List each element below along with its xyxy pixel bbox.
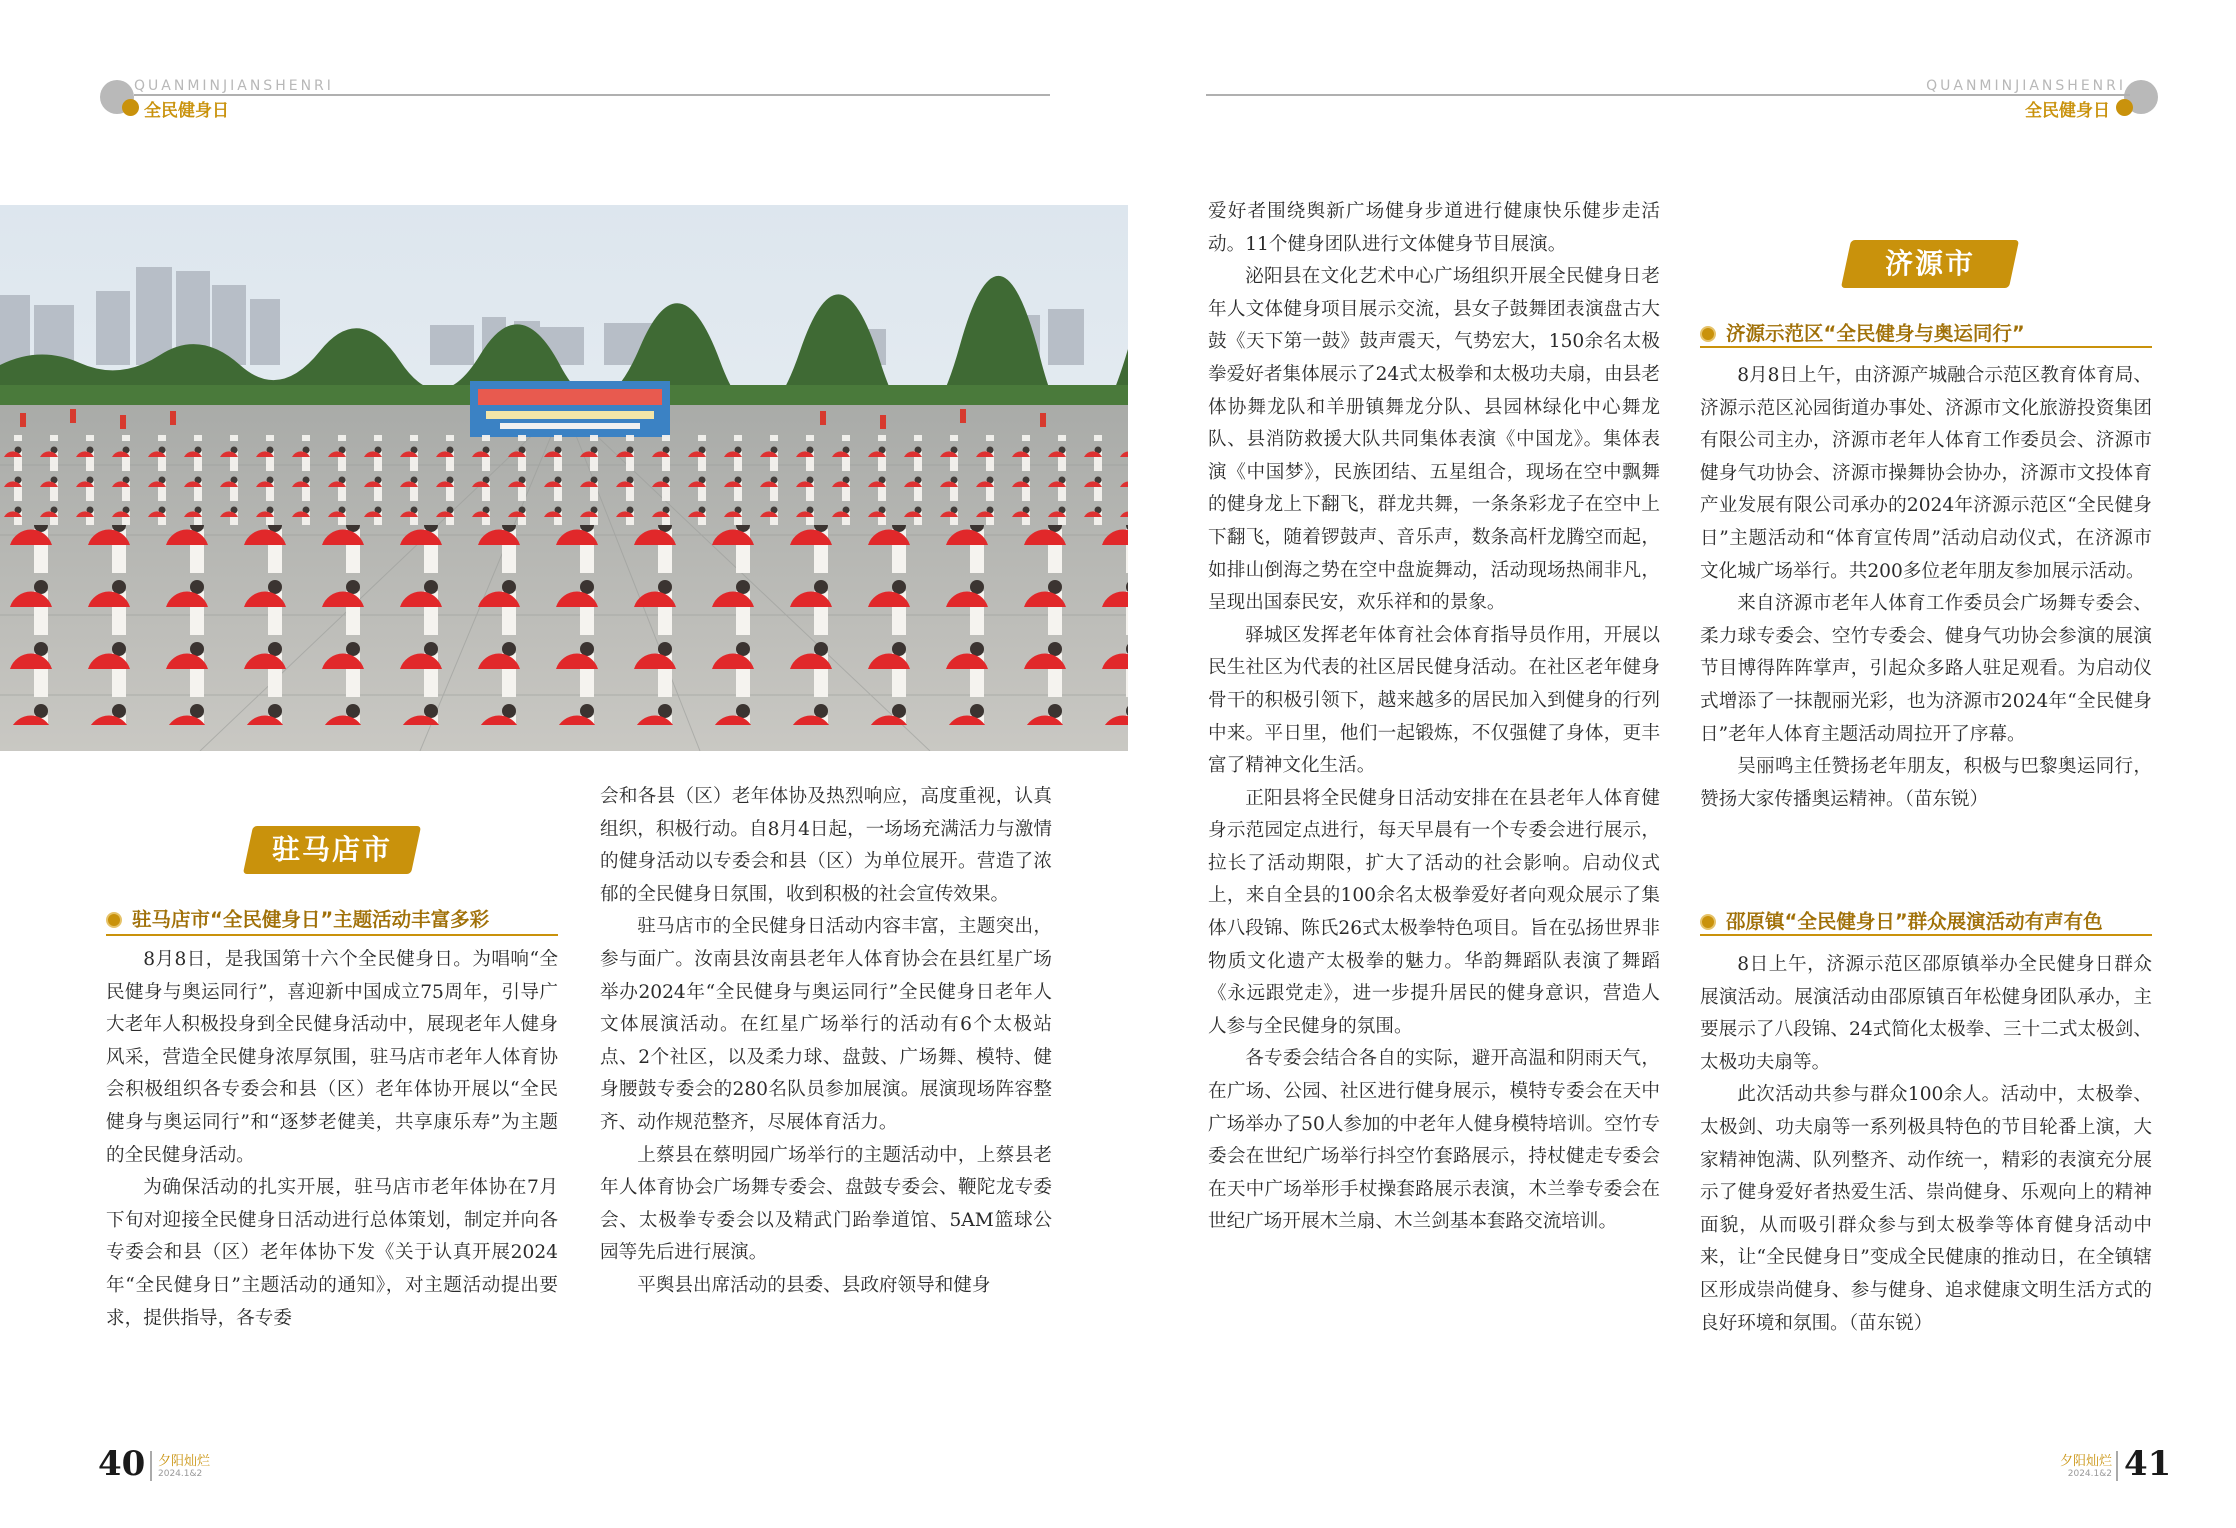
paragraph: 驿城区发挥老年体育社会体育指导员作用，开展以民生社区为代表的社区居民健身活动。在社区老年健身骨干的积极引领下，越来越多的居民加入到健身的行列中来。平日里，他们一起锻炼，不仅强健了身体，更丰富了精神文化生活。 [1208,624,1660,777]
section-underline [1700,346,2152,348]
article-column-2 [600,781,1052,1303]
paragraph: 驻马店市的全民健身日活动内容丰富，主题突出，参与面广。汝南县汝南县老年人体育协会在县红星广场举办2024年“全民健身与奥运同行”全民健身日老年人文体展演活动。在红星广场举行的活动有6个太极站点、2个社区，以及柔力球、盘鼓、广场舞、模特、健身腰鼓专委会的280名队员参加展演。展演现场阵容整齐、动作规范整齐，尽展体育活力。 [600,916,1052,1133]
fan-dance-photo [0,205,1128,751]
paragraph: 8日上午，济源示范区邵原镇举办全民健身日群众展演活动。展演活动由邵原镇百年松健身团队承办，主要展示了八段锦、24式简化太极拳、三十二式太极剑、太极功夫扇等。 [1700,954,2152,1073]
section-heading-shaoyuan [1700,906,2103,934]
paragraph: 泌阳县在文化艺术中心广场组织开展全民健身日老年人文体健身项目展示交流，县女子鼓舞团表演盘古大鼓《天下第一鼓》鼓声震天，气势宏大，150余名太极拳爱好者集体展示了24式太极拳和太极功夫扇，由县老体协舞龙队和羊册镇舞龙分队、县园林绿化中心舞龙队、县消防救援大队共同集体表演《中国龙》。集体表演《中国梦》，民族团结、五星组合，现场在空中飘舞的健身龙上下翻飞，群龙共舞，一条条彩龙子在空中上下翻飞，随着锣鼓声、音乐声，数条高杆龙腾空而起，如排山倒海之势在空中盘旋舞动，活动现场热闹非凡，呈现出国泰民安，欢乐祥和的景象。 [1208,266,1660,614]
magazine-name-left: 夕阳灿烂 [158,1454,211,1469]
paragraph: 8月8日上午，由济源产城融合示范区教育体育局、济源示范区沁园街道办事处、济源市文化旅游投资集团有限公司主办，济源市老年人体育工作委员会、济源市健身气功协会、济源市操舞协会协办，济源市文投体育产业发展有限公司承办的2024年济源示范区“全民健身日”主题活动和“体育宣传周”活动启动仪式，在济源市文化城广场举行。共200多位老年朋友参加展示活动。 [1700,365,2152,582]
header-dot-left [122,99,139,116]
city-badge-jiyuan-text: 济源市 [1884,247,1975,280]
page-number-right: 41 [2124,1444,2172,1484]
issue-left: 2024.1&2 [158,1469,203,1479]
paragraph: 此次活动共参与群众100余人。活动中，太极拳、太极剑、功夫扇等一系列极具特色的节目轮番上演，大家精神饱满、队列整齐、动作统一，精彩的表演充分展示了健身爱好者热爱生活、崇尚健身、乐观向上的精神面貌，从而吸引群众参与到太极拳等体育健身活动中来，让“全民健身日”变成全民健康的推动日，在全镇辖区形成崇尚健身、参与健身、追求健康文明生活方式的良好环境和氛围。（苗东锐） [1700,1084,2152,1334]
header-dot-right [2116,99,2133,116]
section-heading-zhumadian [106,904,489,932]
header-cn-left: 全民健身日 [144,101,229,121]
section-heading-zhumadian-text: 驻马店市“全民健身日”主题活动丰富多彩 [132,908,490,931]
section-heading-jiyuan-text: 济源示范区“全民健身与奥运同行” [1726,322,2025,345]
section-underline [106,934,558,936]
paragraph-continued: 爱好者围绕舆新广场健身步道进行健康快乐健步走活动。11个健身团队进行文体健身节目展演。 [1208,201,1660,255]
event-photo [0,205,1128,751]
article-column-1 [106,944,558,1335]
article-column-4a [1700,360,2152,816]
article-column-3 [1208,196,1660,1239]
folio-divider [150,1451,152,1481]
issue-right: 2024.1&2 [2067,1469,2112,1479]
city-badge-zhumadian-text: 驻马店市 [271,833,392,866]
paragraph: 来自济源市老年人体育工作委员会广场舞专委会、柔力球专委会、空竹专委会、健身气功协会参演的展演节目博得阵阵掌声，引起众多路人驻足观看。为启动仪式增添了一抹靓丽光彩，也为济源市2024年“全民健身日”老年人体育主题活动周拉开了序幕。 [1700,593,2152,745]
magazine-name-right: 夕阳灿烂 [2059,1454,2112,1469]
section-heading-jiyuan [1700,318,2025,346]
header-en-left: QUANMINJIANSHENRI [134,78,334,94]
header-rule-left [134,94,1050,96]
bullet-icon [106,912,122,928]
section-heading-shaoyuan-text: 邵原镇“全民健身日”群众展演活动有声有色 [1726,910,2103,933]
paragraph: 上蔡县在蔡明园广场举行的主题活动中，上蔡县老年人体育协会广场舞专委会、盘鼓专委会、鞭陀龙专委会、太极拳专委会以及精武门跆拳道馆、5AM篮球公园等先后进行展演。 [600,1144,1052,1264]
paragraph: 正阳县将全民健身日活动安排在在县老年人体育健身示范园定点进行，每天早晨有一个专委会进行展示，拉长了活动期限，扩大了活动的社会影响。启动仪式上，来自全县的100余名太极拳爱好者向观众展示了集体八段锦、陈氏26式太极拳特色项目。旨在弘扬世界非物质文化遗产太极拳的魅力。华韵舞蹈队表演了舞蹈《永远跟党走》，进一步提升居民的健身意识，营造人人参与全民健身的氛围。 [1208,787,1660,1037]
page-number-left: 40 [98,1444,146,1484]
paragraph: 8月8日，是我国第十六个全民健身日。为唱响“全民健身与奥运同行”，喜迎新中国成立75周年，引导广大老年人积极投身到全民健身活动中，展现老年人健身风采，营造全民健身浓厚氛围，驻马店市老年人体育协会积极组织各专委会和县（区）老年体协开展以“全民健身与奥运同行”和“逐梦老健美，共享康乐寿”为主题的全民健身活动。 [106,949,558,1166]
article-column-4b [1700,949,2152,1340]
header-cn-right: 全民健身日 [2025,101,2110,121]
paragraph: 吴丽鸣主任赞扬老年朋友，积极与巴黎奥运同行，赞扬大家传播奥运精神。（苗东锐） [1700,756,2152,810]
paragraph: 为确保活动的扎实开展，驻马店市老年体协在7月下旬对迎接全民健身日活动进行总体策划，制定并向各专委会和县（区）老年体协下发《关于认真开展2024年“全民健身日”主题活动的通知》，对主题活动提出要求，提供指导，各专委 [106,1177,558,1329]
bullet-icon [1700,326,1716,342]
header-rule-right [1206,94,2130,96]
paragraph: 平舆县出席活动的县委、县政府领导和健身 [637,1274,991,1296]
paragraph: 各专委会结合各自的实际，避开高温和阴雨天气，在广场、公园、社区进行健身展示，模特专委会在天中广场举办了50人参加的中老年人健身模特培训。空竹专委会在世纪广场举行抖空竹套路展示，持杖健走专委会在天中广场举形手杖操套路展示表演，木兰拳专委会在世纪广场开展木兰扇、木兰剑基本套路交流培训。 [1208,1048,1660,1233]
header-en-right: QUANMINJIANSHENRI [1926,78,2126,94]
folio-divider [2116,1451,2118,1481]
section-underline [1700,934,2152,936]
paragraph-continued: 会和各县（区）老年体协及热烈响应，高度重视，认真组织，积极行动。自8月4日起，一场场充满活力与激情的健身活动以专委会和县（区）为单位展开。营造了浓郁的全民健身日氛围，收到积极的社会宣传效果。 [600,786,1052,905]
bullet-icon [1700,914,1716,930]
